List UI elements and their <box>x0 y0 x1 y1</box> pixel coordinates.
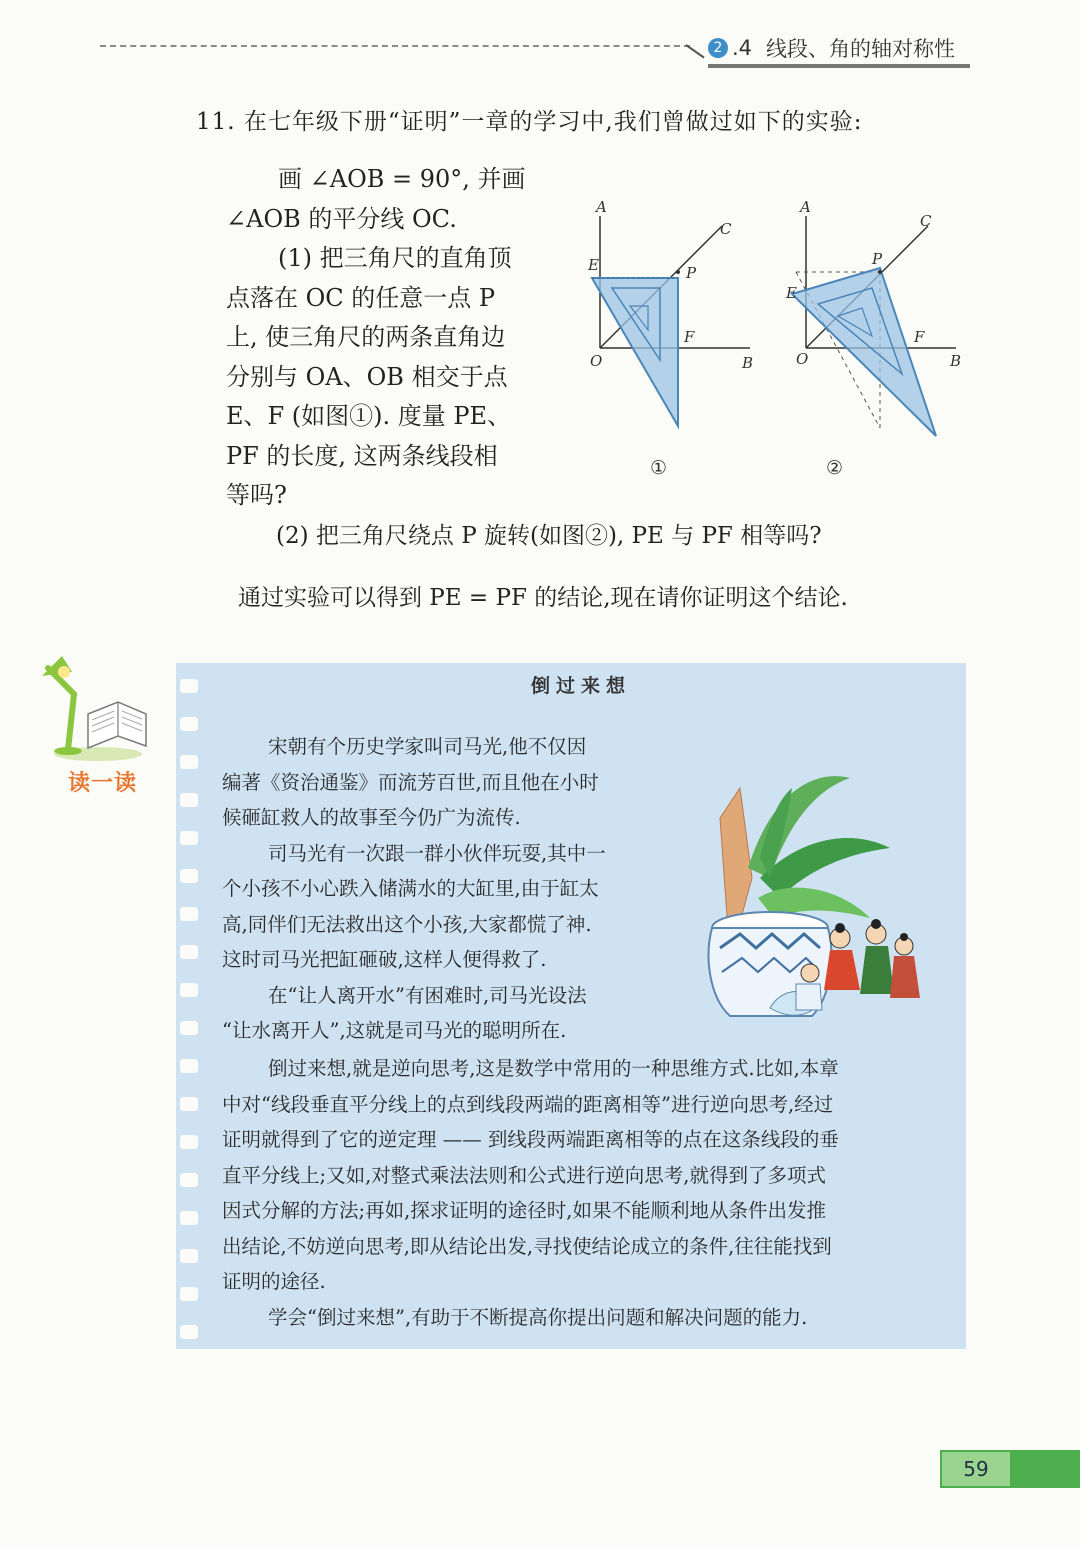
fig2-label-e: E <box>786 284 797 302</box>
reading-body <box>222 1051 947 1335</box>
header-underline <box>708 64 970 68</box>
section-number-badge: 2 <box>708 38 728 58</box>
notebook-hole <box>180 1287 198 1301</box>
reading-line: 个小孩不小心跌入储满水的大缸里,由于缸太 <box>222 877 599 900</box>
reading-line: 司马光有一次跟一群小伙伴玩耍,其中一 <box>268 841 606 865</box>
fig1-caption: ① <box>650 457 668 479</box>
reading-line: 这时司马光把缸砸破,这样人便得救了. <box>222 948 547 971</box>
problem-line: 点落在 OC 的任意一点 P <box>226 283 496 312</box>
notebook-hole <box>180 1249 198 1263</box>
desk-lamp-book-icon <box>38 654 156 766</box>
reading-line: 编著《资治通鉴》而流芳百世,而且他在小时 <box>222 770 599 794</box>
reading-title: 倒过来想 <box>530 675 631 697</box>
fig2-label-o: O <box>796 350 809 368</box>
fig1-label-b: B <box>742 354 754 372</box>
fig1-label-a: A <box>596 198 607 216</box>
notebook-hole <box>180 945 198 959</box>
reading-line: 出结论,不妨逆向思考,即从结论出发,寻找使结论成立的条件,往往能找到 <box>222 1234 832 1258</box>
notebook-hole <box>180 793 198 807</box>
problem-line: 分别与 OA、OB 相交于点 <box>226 362 508 391</box>
fig2-label-f: F <box>914 328 925 346</box>
notebook-hole <box>180 717 198 731</box>
notebook-hole <box>180 1135 198 1149</box>
notebook-hole <box>180 1173 198 1187</box>
figure-1 <box>587 198 753 479</box>
problem-line: ∠AOB 的平分线 OC. <box>226 204 457 233</box>
problem-conclusion: 通过实验可以得到 PE = PF 的结论,现在请你证明这个结论. <box>238 585 848 611</box>
reading-line: 候砸缸救人的故事至今仍广为流传. <box>222 806 521 829</box>
problem-line: 等吗? <box>226 481 287 509</box>
fig2-caption: ② <box>826 457 844 479</box>
problem-part-2: (2) 把三角尺绕点 P 旋转(如图②), PE 与 PF 相等吗? <box>276 523 822 549</box>
reading-line: 中对“线段垂直平分线上的点到线段两端的距离相等”进行逆向思考,经过 <box>222 1092 834 1116</box>
notebook-hole <box>180 1325 198 1339</box>
header-slant-line <box>685 44 704 58</box>
fig1-label-e: E <box>588 256 599 274</box>
reading-intro <box>222 729 662 1049</box>
header-dashed-rule <box>100 45 690 47</box>
notebook-hole <box>180 1211 198 1225</box>
fig2-label-p: P <box>872 250 883 268</box>
fig2-label-a: A <box>800 198 811 216</box>
sima-guang-illustration <box>700 758 930 1028</box>
triangle-ruler-figures <box>580 196 980 496</box>
section-title: 线段、角的轴对称性 <box>766 37 956 61</box>
reading-line: 在“让人离开水”有困难时,司马光设法 <box>268 983 587 1007</box>
section-header <box>708 32 955 64</box>
notebook-holes <box>176 663 202 1349</box>
notebook-hole <box>180 983 198 997</box>
fig1-label-o: O <box>590 352 603 370</box>
figure-2 <box>785 198 961 479</box>
problem-line: (1) 把三角尺的直角顶 <box>278 244 512 272</box>
problem-line: PF 的长度, 这两条线段相 <box>226 441 498 470</box>
notebook-hole <box>180 831 198 845</box>
reading-line: 证明就得到了它的逆定理 —— 到线段两端距离相等的点在这条线段的垂 <box>222 1128 839 1151</box>
reading-line: “让水离开人”,这就是司马光的聪明所在. <box>222 1019 567 1042</box>
notebook-hole <box>180 907 198 921</box>
reading-line: 宋朝有个历史学家叫司马光,他不仅因 <box>268 735 587 758</box>
notebook-hole <box>180 679 198 693</box>
reading-line: 倒过来想,就是逆向思考,这是数学中常用的一种思维方式.比如,本章 <box>268 1057 839 1080</box>
notebook-hole <box>180 1059 198 1073</box>
notebook-hole <box>180 1097 198 1111</box>
notebook-hole <box>180 755 198 769</box>
fig2-label-c: C <box>920 212 932 230</box>
problem-heading: 11. 在七年级下册“证明”一章的学习中,我们曾做过如下的实验: <box>196 109 863 135</box>
notebook-hole <box>180 869 198 883</box>
reading-line: 高,同伴们无法救出这个小孩,大家都慌了神. <box>222 912 592 936</box>
reading-line: 证明的途径. <box>222 1270 326 1293</box>
page-number: 59 <box>942 1452 1010 1486</box>
section-number-rest: .4 <box>732 36 753 60</box>
read-label: 读一读 <box>68 771 138 796</box>
problem-body <box>226 160 556 516</box>
problem-line: 上, 使三角尺的两条直角边 <box>226 323 506 351</box>
reading-line: 因式分解的方法;再如,探求证明的途径时,如果不能顺利地从条件出发推 <box>222 1199 826 1222</box>
fig1-label-f: F <box>684 328 695 346</box>
reading-line: 直平分线上;又如,对整式乘法法则和公式进行逆向思考,就得到了多项式 <box>222 1163 826 1187</box>
notebook-hole <box>180 1021 198 1035</box>
problem-line: E、F (如图①). 度量 PE、 <box>226 402 512 430</box>
fig1-label-p: P <box>686 264 697 282</box>
fig2-label-b: B <box>950 352 962 370</box>
reading-line: 学会“倒过来想”,有助于不断提高你提出问题和解决问题的能力. <box>268 1305 808 1329</box>
fig1-label-c: C <box>720 220 732 238</box>
problem-line: 画 ∠AOB = 90°, 并画 <box>278 165 526 193</box>
